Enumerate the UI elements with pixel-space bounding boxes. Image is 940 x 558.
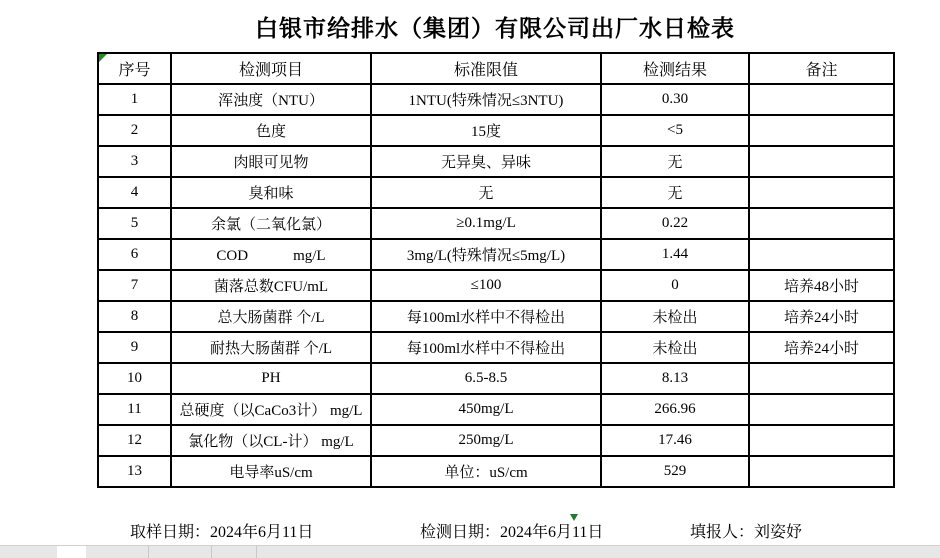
table-cell[interactable]: 1 [98,84,171,115]
table-cell[interactable]: 6.5-8.5 [371,363,601,394]
table-cell[interactable]: 电导率uS/cm [171,456,371,487]
table-cell[interactable]: 0.30 [601,84,749,115]
table-row [98,456,894,487]
table-cell[interactable]: 未检出 [601,301,749,332]
table-cell[interactable]: 无异臭、异味 [371,146,601,177]
header-label: 检测结果 [642,62,707,79]
header-cell-seq[interactable] [98,53,171,84]
table-cell[interactable]: 13 [98,456,171,487]
table-row [98,332,894,363]
table-row [98,239,894,270]
test-date-label: 检测日期： [420,524,501,541]
bottom-strip-gap [57,546,86,558]
table-cell[interactable] [749,456,894,487]
header-cell-result[interactable] [601,53,749,84]
table-cell[interactable]: 耐热大肠菌群 个/L [171,332,371,363]
table-cell[interactable]: 8 [98,301,171,332]
header-cell-limit[interactable] [371,53,601,84]
table-cell[interactable]: COD mg/L [171,239,371,270]
table-cell[interactable] [749,177,894,208]
table-cell[interactable]: 250mg/L [371,425,601,456]
table-cell[interactable] [749,239,894,270]
page-title: 白银市给排水（集团）有限公司出厂水日检表 [255,16,735,41]
table-cell[interactable]: 11 [98,394,171,425]
header-label: 序号 [118,62,151,79]
header-label: 检测项目 [238,62,303,79]
table-row [98,270,894,301]
table-cell[interactable]: 培养24小时 [749,332,894,363]
table-cell[interactable]: 3 [98,146,171,177]
header-label: 标准限值 [453,62,518,79]
table-cell[interactable] [749,115,894,146]
table-cell[interactable]: ≥0.1mg/L [371,208,601,239]
table-cell[interactable]: 9 [98,332,171,363]
table-cell[interactable]: 每100ml水样中不得检出 [371,301,601,332]
table-cell[interactable]: 450mg/L [371,394,601,425]
table-cell[interactable] [749,394,894,425]
table-cell[interactable]: 单位：uS/cm [371,456,601,487]
table-cell[interactable]: 色度 [171,115,371,146]
table-cell[interactable]: 培养24小时 [749,301,894,332]
table-row [98,363,894,394]
bottom-strip-divider [256,546,257,558]
table-cell[interactable]: 10 [98,363,171,394]
table-cell[interactable]: 5 [98,208,171,239]
table-cell[interactable]: 1NTU(特殊情况≤3NTU) [371,84,601,115]
bottom-strip-divider [211,546,212,558]
test-date-value: 2024年6月11日 [500,524,604,541]
test-date[interactable] [420,519,603,542]
table-cell[interactable]: 7 [98,270,171,301]
table-cell[interactable] [749,84,894,115]
reporter-value: 刘姿妤 [754,524,803,541]
table-row [98,394,894,425]
table-cell[interactable]: 266.96 [601,394,749,425]
table-cell[interactable]: 每100ml水样中不得检出 [371,332,601,363]
table-cell[interactable] [749,425,894,456]
table-cell[interactable]: ≤100 [371,270,601,301]
reporter-label: 填报人： [690,524,755,541]
table-cell[interactable]: 1.44 [601,239,749,270]
table-cell[interactable] [749,146,894,177]
reporter[interactable] [690,519,802,542]
table-cell[interactable]: 无 [601,146,749,177]
table-cell[interactable]: 4 [98,177,171,208]
table-row [98,208,894,239]
table-cell[interactable]: 17.46 [601,425,749,456]
table-header-row [98,53,894,84]
sampling-date-value: 2024年6月11日 [210,524,314,541]
inspection-table [97,52,895,488]
table-cell[interactable]: <5 [601,115,749,146]
table-cell[interactable]: 总大肠菌群 个/L [171,301,371,332]
table-cell[interactable]: 培养48小时 [749,270,894,301]
table-body [98,84,894,487]
sampling-date[interactable] [130,519,313,542]
table-row [98,177,894,208]
table-row [98,425,894,456]
footer-row [97,519,917,545]
table-cell[interactable]: 2 [98,115,171,146]
table-row [98,84,894,115]
table-cell[interactable] [749,363,894,394]
table-cell[interactable]: 浑浊度（NTU） [171,84,371,115]
table-cell[interactable]: 未检出 [601,332,749,363]
header-cell-remark[interactable] [749,53,894,84]
table-cell[interactable] [749,208,894,239]
table-row [98,301,894,332]
table-cell[interactable]: 肉眼可见物 [171,146,371,177]
table-cell[interactable]: 氯化物（以CL-计） mg/L [171,425,371,456]
bottom-strip-divider [148,546,149,558]
table-row [98,115,894,146]
table-cell[interactable]: 6 [98,239,171,270]
table-cell[interactable]: 529 [601,456,749,487]
table-cell[interactable]: 3mg/L(特殊情况≤5mg/L) [371,239,601,270]
table-cell[interactable]: 8.13 [601,363,749,394]
table-cell[interactable]: 0 [601,270,749,301]
header-label: 备注 [805,62,838,79]
table-cell[interactable]: PH [171,363,371,394]
table-cell[interactable]: 余氯（二氧化氯） [171,208,371,239]
table-cell[interactable]: 15度 [371,115,601,146]
table-cell[interactable]: 无 [601,177,749,208]
window-bottom-strip [0,545,940,558]
header-cell-item[interactable] [171,53,371,84]
table-cell[interactable]: 0.22 [601,208,749,239]
table-row [98,146,894,177]
table-cell[interactable]: 总硬度（以CaCo3计） mg/L [171,394,371,425]
table-cell[interactable]: 12 [98,425,171,456]
table-cell[interactable]: 菌落总数CFU/mL [171,270,371,301]
sampling-date-label: 取样日期： [130,524,211,541]
table-cell[interactable]: 无 [371,177,601,208]
excel-error-indicator-icon [99,54,107,62]
table-cell[interactable]: 臭和味 [171,177,371,208]
